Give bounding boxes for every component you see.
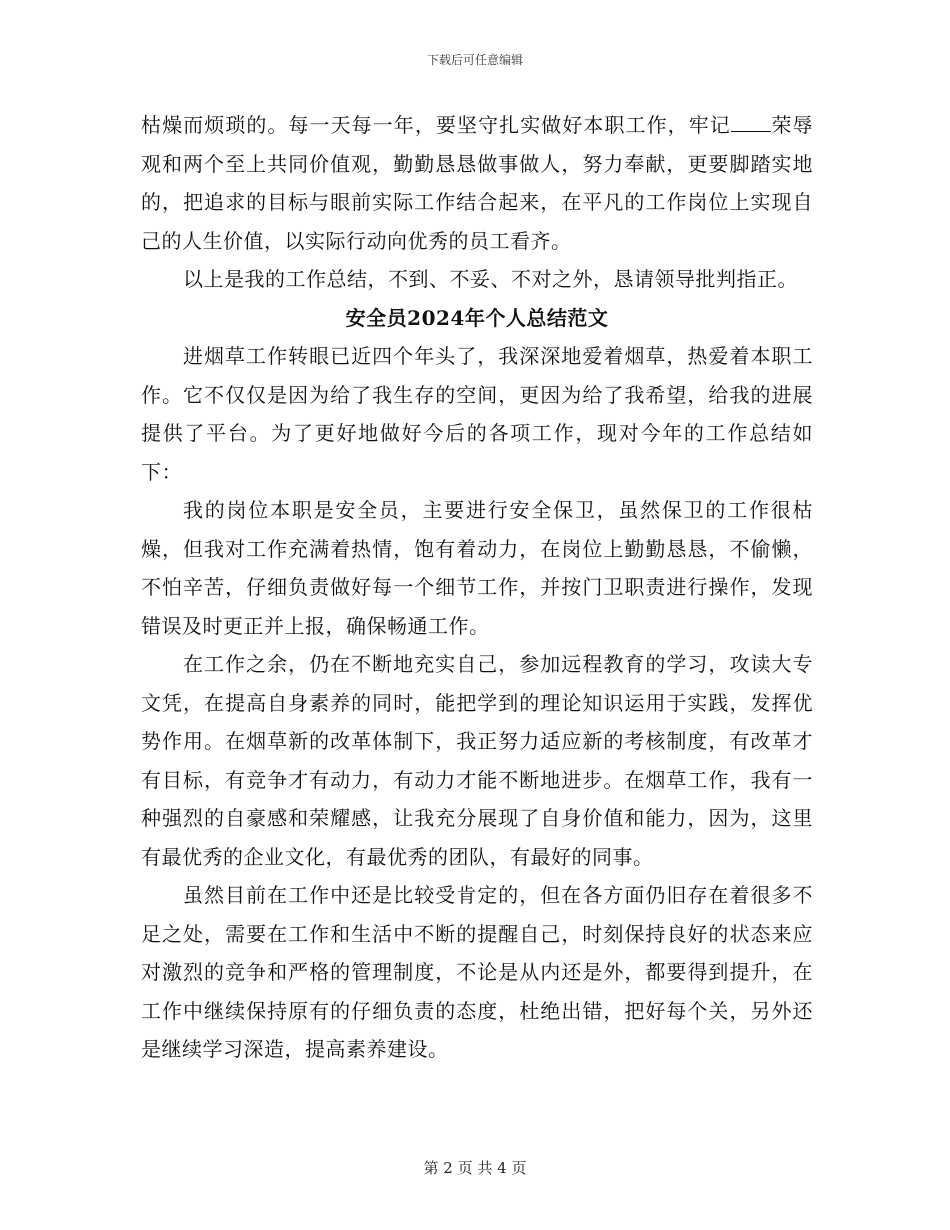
paragraph-closing: 以上是我的工作总结，不到、不妥、不对之外，恳请领导批判指正。 <box>183 267 798 291</box>
paragraph-continuation-part1: 枯燥而烦琐的。每一天每一年，要坚守扎实做好本职工作，牢记 <box>141 113 731 137</box>
paragraph-continuation <box>141 106 813 260</box>
paragraph-intro: 进烟草工作转眼已近四个年头了，我深深地爱着烟草，热爱着本职工作。它不仅仅是因为给了我生存的空间，更因为给了我希望，给我的进展提供了平台。为了更好地做好今后的各项工作，现对今年的工作总结如下： <box>141 344 813 484</box>
section-title: 安全员2024年个人总结范文 <box>345 305 609 330</box>
paragraph-continuation-part2: 荣辱观和两个至上共同价值观，勤勤恳恳做事做人，努力奉献，更要脚踏实地的，把追求的目标与眼前实际工作结合起来，在平凡的工作岗位上实现自己的人生价值，以实际行动向优秀的员工看齐。 <box>141 113 814 253</box>
document-body <box>141 106 813 1069</box>
fill-in-blank <box>731 109 771 132</box>
paragraph-shortcomings: 虽然目前在工作中还是比较受肯定的，但在各方面仍旧存在着很多不足之处，需要在工作和生活中不断的提醒自己，时刻保持良好的状态来应对激烈的竞争和严格的管理制度，不论是从内还是外，都要得到提升，在工作中继续保持原有的仔细负责的态度，杜绝出错，把好每个关，另外还是继续学习深造，提高素养建设。 <box>141 883 813 1061</box>
paragraph-duties: 我的岗位本职是安全员，主要进行安全保卫，虽然保卫的工作很枯燥，但我对工作充满着热情，饱有着动力，在岗位上勤勤恳恳，不偷懒，不怕辛苦，仔细负责做好每一个细节工作，并按门卫职责进行操作，发现错误及时更正并上报，确保畅通工作。 <box>141 498 813 638</box>
page-footer: 第 2 页 共 4 页 <box>423 1159 527 1177</box>
paragraph-study: 在工作之余，仍在不断地充实自己，参加远程教育的学习，攻读大专文凭，在提高自身素养的同时，能把学到的理论知识运用于实践，发挥优势作用。在烟草新的改革体制下，我正努力适应新的考核制度，有改革才有目标，有竞争才有动力，有动力才能不断地进步。在烟草工作，我有一种强烈的自豪感和荣耀感，让我充分展现了自身价值和能力，因为，这里有最优秀的企业文化，有最优秀的团队，有最好的同事。 <box>141 652 813 869</box>
page-header: 下载后可任意编辑 <box>426 53 523 67</box>
